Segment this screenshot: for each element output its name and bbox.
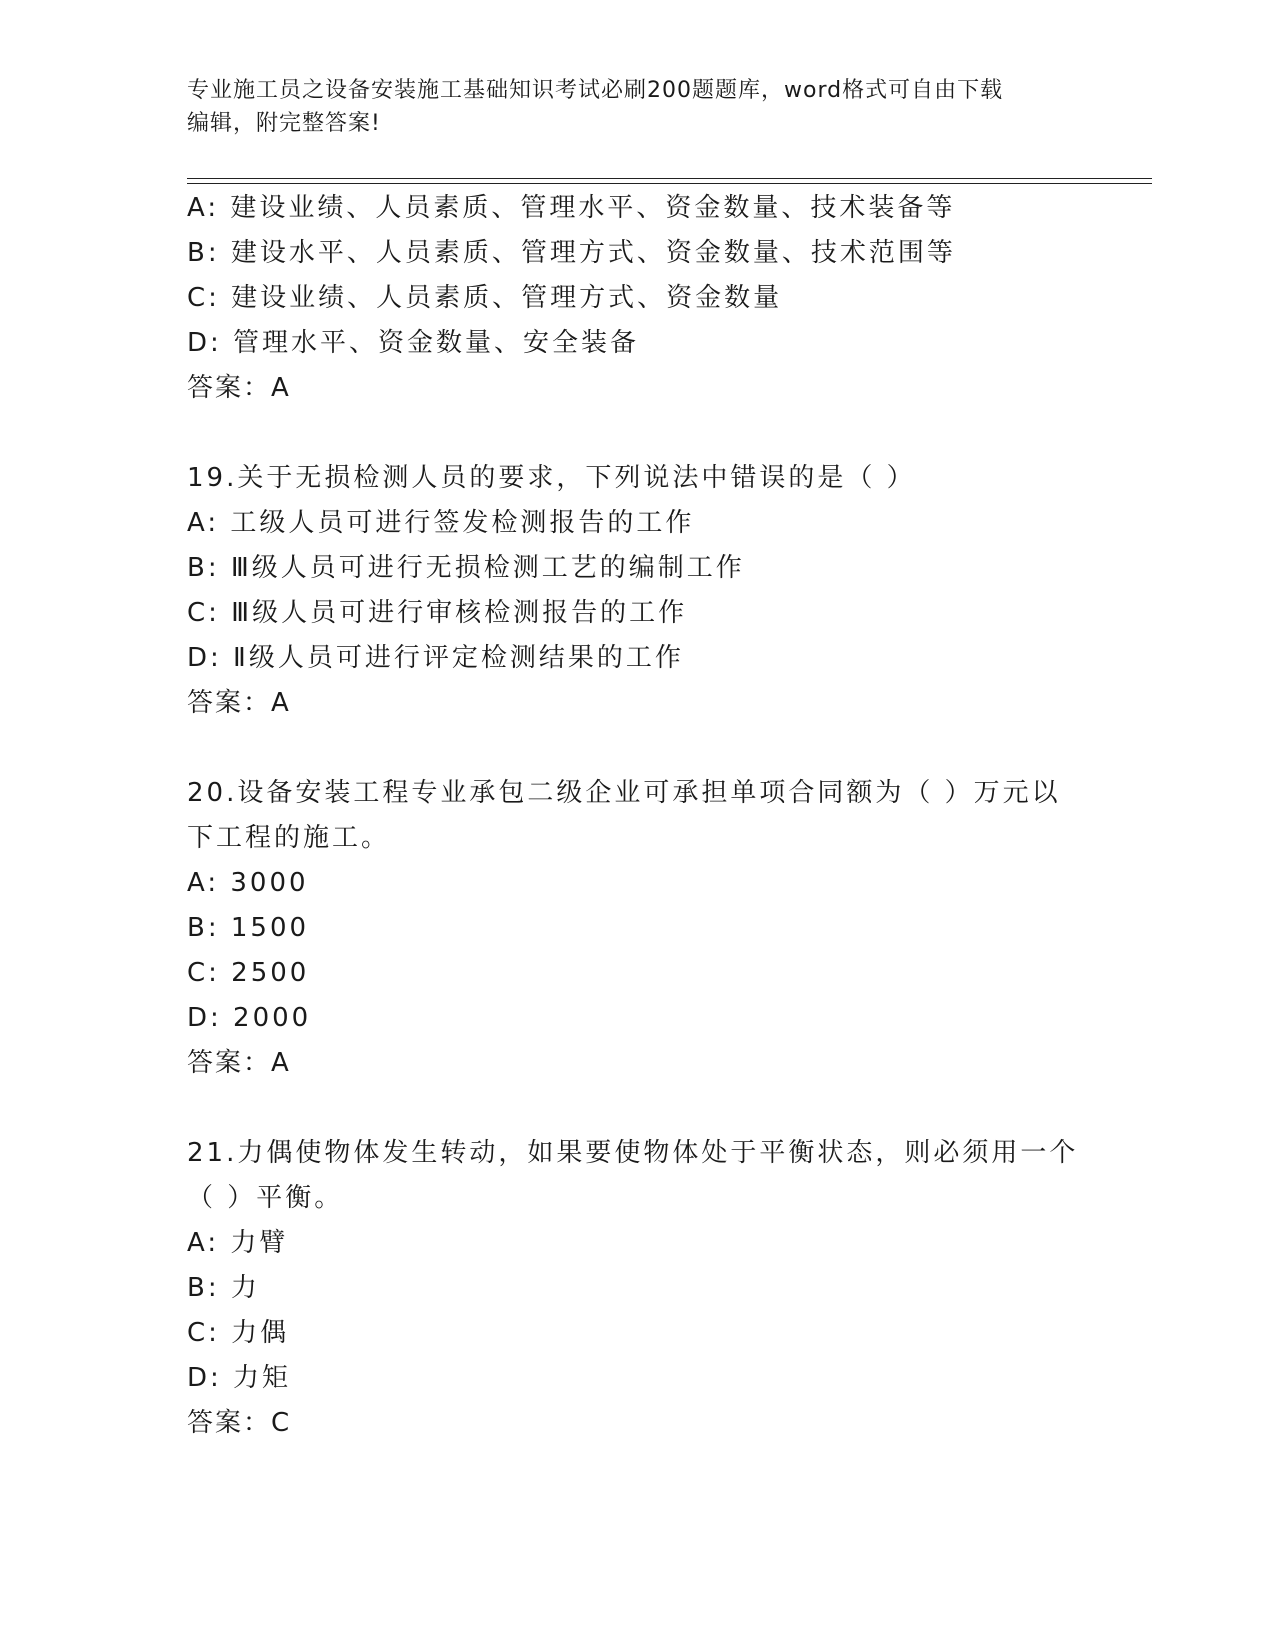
q21-option-c: C: 力偶 xyxy=(187,1318,290,1348)
header-title-line-1: 专业施工员之设备安装施工基础知识考试必刷200题题库，word格式可自由下载 xyxy=(187,78,1004,103)
q21-stem-line-1: 21.力偶使物体发生转动，如果要使物体处于平衡状态，则必须用一个 xyxy=(187,1138,1079,1168)
header-title-line-2: 编辑，附完整答案! xyxy=(187,111,381,136)
q18-option-c: C: 建设业绩、人员素质、管理方式、资金数量 xyxy=(187,283,783,313)
q19-option-c: C: Ⅲ级人员可进行审核检测报告的工作 xyxy=(187,598,688,628)
q20-answer: 答案：A xyxy=(187,1048,291,1078)
header-divider-top xyxy=(187,178,1152,179)
q20-stem-line-1: 20.设备安装工程专业承包二级企业可承担单项合同额为（ ）万元以 xyxy=(187,778,1061,808)
q19-stem: 19.关于无损检测人员的要求，下列说法中错误的是（ ） xyxy=(187,463,916,493)
q18-option-d: D: 管理水平、资金数量、安全装备 xyxy=(187,328,640,358)
q21-option-b: B: 力 xyxy=(187,1273,260,1303)
q21-stem-line-2: （ ）平衡。 xyxy=(187,1183,344,1213)
q18-answer: 答案：A xyxy=(187,373,291,403)
q20-stem-line-2: 下工程的施工。 xyxy=(187,823,391,853)
q19-answer: 答案：A xyxy=(187,688,291,718)
q18-option-a: A: 建设业绩、人员素质、管理水平、资金数量、技术装备等 xyxy=(187,193,956,223)
q19-option-d: D: Ⅱ级人员可进行评定检测结果的工作 xyxy=(187,643,684,673)
q20-option-d: D: 2000 xyxy=(187,1003,312,1033)
q19-option-a: A: 工级人员可进行签发检测报告的工作 xyxy=(187,508,695,538)
q21-answer: 答案：C xyxy=(187,1408,292,1438)
q21-option-d: D: 力矩 xyxy=(187,1363,292,1393)
q20-option-c: C: 2500 xyxy=(187,958,310,988)
document-header xyxy=(187,74,1087,140)
header-divider-bottom xyxy=(187,183,1152,184)
q18-option-b: B: 建设水平、人员素质、管理方式、资金数量、技术范围等 xyxy=(187,238,956,268)
q19-option-b: B: Ⅲ级人员可进行无损检测工艺的编制工作 xyxy=(187,553,745,583)
q20-option-a: A: 3000 xyxy=(187,868,309,898)
q20-option-b: B: 1500 xyxy=(187,913,310,943)
q21-option-a: A: 力臂 xyxy=(187,1228,289,1258)
